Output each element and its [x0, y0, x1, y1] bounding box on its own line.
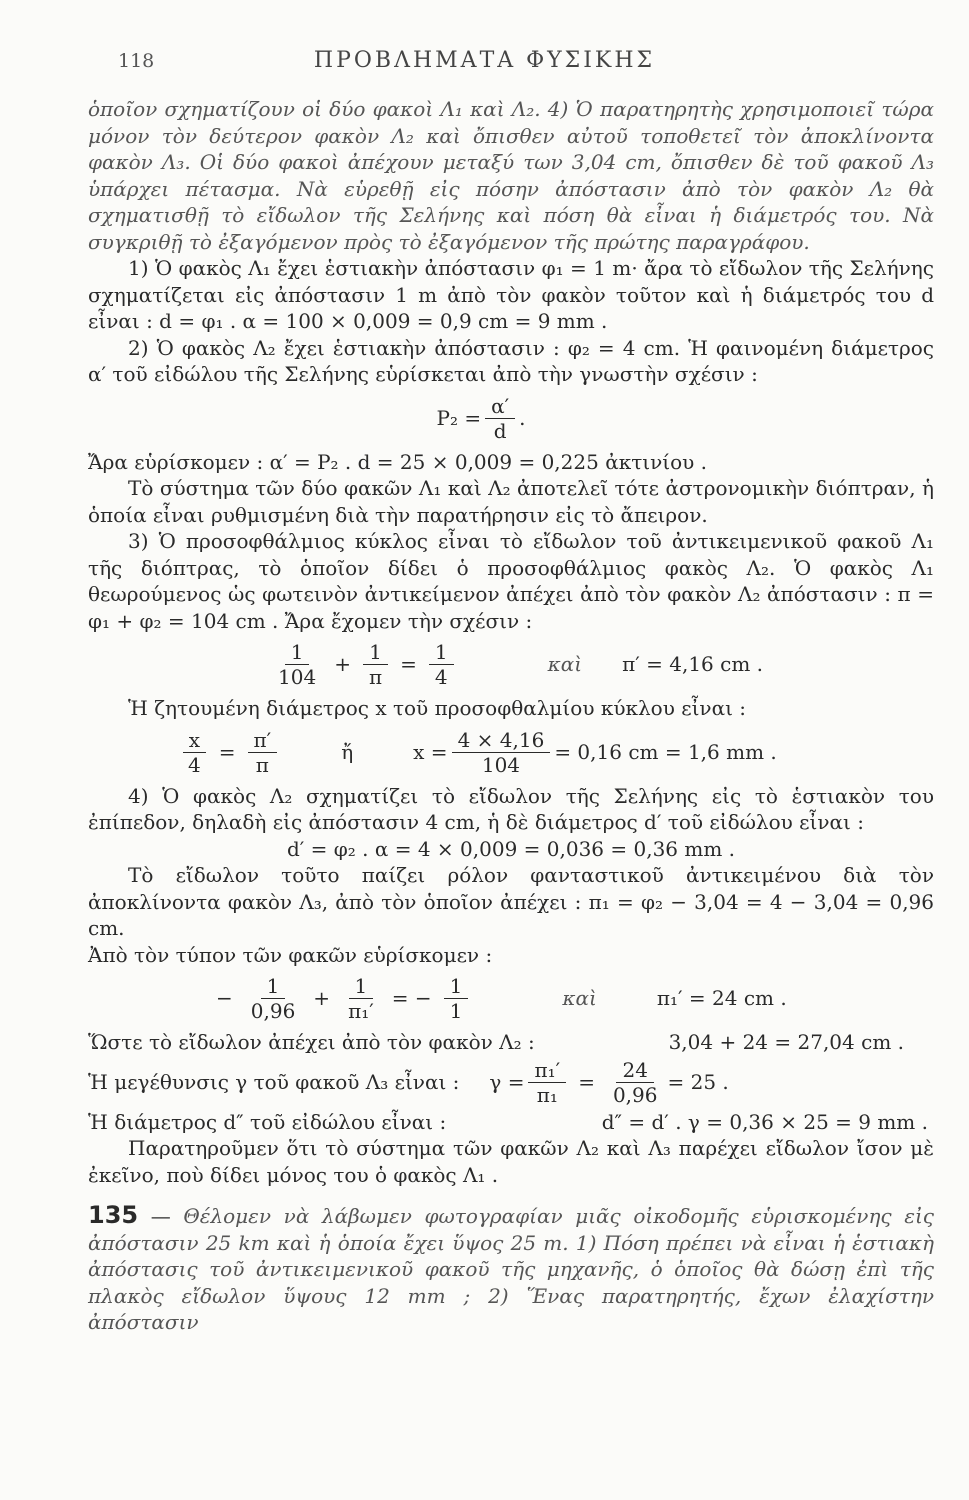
equation-result: = 0,16 cm = 1,6 mm .: [554, 739, 777, 764]
fraction-denominator: 104: [278, 665, 317, 689]
equals-sign: =: [578, 1069, 595, 1094]
fraction-denominator: 104: [481, 752, 521, 777]
image-distance-text: Ὥστε τὸ εἴδωλον ἀπέχει ἀπὸ τὸν φακὸν Λ₂ :: [88, 1030, 535, 1054]
fraction: [182, 728, 207, 777]
problem-number: 135: [88, 1201, 139, 1229]
plus-sign: +: [313, 986, 331, 1011]
fraction: [528, 1058, 566, 1107]
telescope-note: Τὸ σύστημα τῶν δύο φακῶν Λ₁ καὶ Λ₂ ἀποτελεῖ τότε ἀστρονομικὴν διόπτραν, ἡ ὁποία εἶναι ρυθμισμένη διὰ τὴν παρατήρησιν εἰς τὸ ἄπειρον.: [88, 476, 934, 527]
diameter-statement: Ἡ ζητουμένη διάμετρος x τοῦ προσοφθαλμίου κύκλου εἶναι :: [128, 696, 747, 720]
fraction: [485, 394, 515, 443]
equals-sign: =: [400, 652, 417, 677]
problem-dash: —: [150, 1204, 171, 1228]
fraction-numerator: 1: [363, 640, 388, 665]
fraction-numerator: 24: [616, 1058, 653, 1083]
fraction-numerator: π′: [248, 728, 278, 753]
equals-sign: =: [218, 739, 236, 764]
equation-result: π₁′ = 24 cm .: [656, 986, 787, 1011]
fraction-denominator: π₁′: [348, 999, 374, 1023]
fraction-denominator: 0,96: [250, 999, 296, 1023]
equation-result: = 25 .: [667, 1069, 729, 1094]
solution-part-2: 2) Ὁ φακὸς Λ₂ ἔχει ἑστιακὴν ἀπόστασιν : φ₂ = 4 cm. Ἡ φαινομένη διάμετρος α′ τοῦ εἰδώλου τῆς Σελήνης εὑρίσκεται ἀπὸ τὴν γνωστὴν σχέσιν :: [88, 335, 934, 386]
equation-lens-formula-2: [88, 974, 934, 1023]
equation-lhs: P₂ =: [436, 405, 482, 430]
fraction-numerator: 1: [285, 640, 310, 665]
fraction-numerator: π₁′: [528, 1058, 566, 1083]
fraction-denominator: 1: [449, 999, 463, 1023]
fraction-denominator: π: [368, 665, 383, 689]
equation-lhs: x =: [413, 739, 448, 764]
equation-result: π′ = 4,16 cm .: [622, 652, 764, 677]
fraction-numerator: 1: [349, 974, 374, 999]
conjunction: ἤ: [341, 739, 354, 764]
fraction-denominator: 4: [188, 752, 201, 777]
fraction-numerator: 1: [429, 640, 454, 665]
page-header: [0, 44, 969, 80]
fraction-denominator: d: [493, 418, 507, 443]
fraction: [342, 974, 380, 1023]
virtual-object-note: Τὸ εἴδωλον τοῦτο παίζει ρόλον φανταστικοῦ ἀντικειμένου διὰ τὸν ἀποκλίνοντα φακὸν Λ₃, ἀπὸ τὸν ὁποῖον ἀπέχει : π₁ = φ₂ − 3,04 = 4 − 3,04 = 0,96 cm.: [88, 863, 934, 940]
equation-apparent-diameter: [28, 394, 934, 443]
equation-lens-formula-1: [88, 640, 934, 689]
page-number: 118: [118, 50, 155, 72]
running-title: ΠΡΟΒΛΗΜΑΤΑ ΦΥΣΙΚΗΣ: [313, 48, 656, 73]
solution-part-1: 1) Ὁ φακὸς Λ₁ ἔχει ἑστιακὴν ἀπόστασιν φ₁ = 1 m· ἄρα τὸ εἴδωλον τῆς Σελήνης σχηματίζεται εἰς ἀπόστασιν 1 m ἀπὸ τὸν φακὸν τοῦτον καὶ ἡ διάμετρός του d εἶναι : d = φ₁ . α = 100 × 0,009 = 0,9 cm = 9 mm .: [88, 256, 934, 333]
final-diameter-line: [88, 1109, 934, 1136]
fraction-denominator: 4: [434, 665, 448, 689]
fraction-numerator: 1: [261, 974, 286, 999]
fraction: [452, 728, 551, 777]
fraction-denominator: π: [255, 752, 269, 777]
conjunction: καὶ: [547, 652, 583, 677]
image-distance-line: [88, 1029, 934, 1056]
magnification-text: Ἡ μεγέθυνσις γ τοῦ φακοῦ Λ₃ εἶναι :: [88, 1069, 460, 1094]
lens-formula-intro: Ἀπὸ τὸν τύπον τῶν φακῶν εὑρίσκομεν :: [88, 942, 493, 967]
magnification-line: [88, 1058, 934, 1107]
fraction-denominator: 0,96: [612, 1082, 658, 1107]
fraction: [429, 640, 454, 689]
fraction-numerator: α′: [485, 394, 515, 419]
fraction-denominator: π₁: [536, 1082, 558, 1107]
equation-tail: .: [519, 405, 526, 430]
equation-eye-ring: [88, 728, 934, 777]
problem-text: Θέλομεν νὰ λάβωμεν φωτογραφίαν μιᾶς οἰκοδομῆς εὑρισκομένης εἰς ἀπόστασιν 25 km καὶ ἡ ὁποία ἔχει ὕψος 25 m. 1) Πόση πρέπει νὰ εἶναι ἡ ἑστιακὴ ἀπόστασις τοῦ ἀντικειμενικοῦ φακοῦ τῆς μηχανῆς, ὁ ὁποῖος θὰ δώσῃ ἐπὶ τῆς πλακὸς εἴδωλον ὕψους 12 mm ; 2) Ἕνας παρατηρητής, ἔχων ἐλαχίστην ἀπόστασιν: [88, 1204, 935, 1334]
result-angle: Ἄρα εὑρίσκομεν : α′ = P₂ . d = 25 × 0,009 = 0,225 ἀκτινίου .: [88, 449, 708, 474]
conclusion: Παρατηροῦμεν ὅτι τὸ σύστημα τῶν φακῶν Λ₂ καὶ Λ₃ παρέχει εἴδωλον ἴσον μὲ ἐκεῖνο, ποὺ δίδει μόνος του ὁ φακὸς Λ₁ .: [88, 1136, 934, 1187]
page-body: [88, 96, 934, 1336]
equals-sign: = −: [391, 986, 432, 1011]
solution-part-4: 4) Ὁ φακὸς Λ₂ σχηματίζει τὸ εἴδωλον τῆς Σελήνης εἰς τὸ ἑστιακὸν του ἐπίπεδον, δηλαδὴ εἰς ἀπόστασιν 4 cm, ἡ δὲ διάμετρος d′ τοῦ εἰδώλου εἶναι :: [88, 783, 934, 834]
final-diameter-result: d″ = d′ . γ = 0,36 × 25 = 9 mm .: [601, 1109, 928, 1134]
next-problem: [88, 1202, 934, 1336]
fraction: [444, 974, 469, 1023]
equation-lhs: γ =: [489, 1069, 525, 1094]
solution-part-3: 3) Ὁ προσοφθάλμιος κύκλος εἶναι τὸ εἴδωλον τοῦ ἀντικειμενικοῦ φακοῦ Λ₁ τῆς διόπτρας, τὸ ὁποῖον δίδει ὁ προσοφθάλμιος φακὸς Λ₂. Ὁ φακὸς Λ₁ θεωρούμενος ὡς φωτεινὸν ἀντικείμενον ἀπέχει ἀπὸ τὸν φακὸν Λ₂ ἀπόστασιν : π = φ₁ + φ₂ = 104 cm . Ἄρα ἔχομεν τὴν σχέσιν :: [88, 529, 934, 633]
final-diameter-text: Ἡ διάμετρος d″ τοῦ εἰδώλου εἶναι :: [88, 1109, 447, 1134]
image-diameter-formula: d′ = φ₂ . α = 4 × 0,009 = 0,036 = 0,36 mm .: [286, 836, 736, 861]
fraction: [245, 974, 302, 1023]
problem-statement-continued: ὁποῖον σχηματίζουν οἱ δύο φακοὶ Λ₁ καὶ Λ₂. 4) Ὁ παρατηρητὴς χρησιμοποιεῖ τώρα μόνον τὸν δεύτερον φακὸν Λ₂ καὶ ὄπισθεν αὐτοῦ τοποθετεῖ τὸν ἀποκλίνοντα φακὸν Λ₃. Οἱ δύο φακοὶ ἀπέχουν μεταξύ των 3,04 cm, ὄπισθεν δὲ τοῦ φακοῦ Λ₃ ὑπάρχει πέτασμα. Νὰ εὑρεθῇ εἰς πόσην ἀπόστασιν ἀπὸ τὸν φακὸν Λ₂ θὰ σχηματισθῇ τὸ εἴδωλον τῆς Σελήνης καὶ πόση θὰ εἶναι ἡ διάμετρός του. Νὰ συγκριθῇ τὸ ἐξαγόμενον πρὸς τὸ ἐξαγόμενον τῆς πρώτης παραγράφου.: [88, 97, 934, 254]
image-distance-result: 3,04 + 24 = 27,04 cm .: [668, 1030, 904, 1054]
fraction: [363, 640, 388, 689]
fraction: [607, 1058, 664, 1107]
plus-sign: +: [334, 652, 351, 677]
fraction-numerator: 4 × 4,16: [452, 728, 551, 753]
fraction: [272, 640, 322, 689]
minus-sign: −: [216, 986, 233, 1011]
fraction-numerator: x: [183, 728, 206, 753]
fraction: [248, 728, 278, 777]
conjunction: καὶ: [562, 986, 597, 1011]
fraction-numerator: 1: [444, 974, 469, 999]
